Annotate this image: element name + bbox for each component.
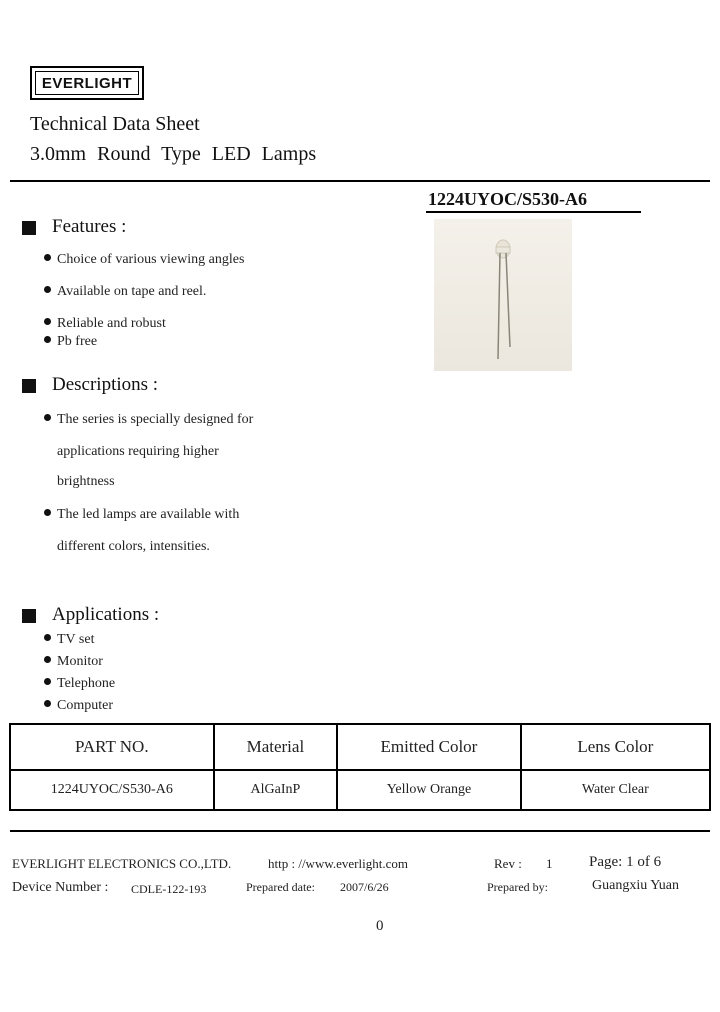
device-number-label: Device Number : (12, 880, 109, 895)
applications-heading: Applications : (52, 604, 160, 625)
column-header-lens-color: Lens Color (521, 724, 710, 770)
bullet-icon (44, 634, 51, 641)
website-link[interactable]: http : //www.everlight.com (268, 856, 408, 871)
table-row (10, 770, 710, 810)
descriptions-square-icon (22, 379, 36, 393)
logo-text: EVERLIGHT (35, 71, 139, 95)
description-line: different colors, intensities. (57, 539, 210, 554)
list-item: Computer (44, 698, 113, 714)
device-number-value: CDLE-122-193 (131, 882, 207, 896)
page-indicator: Page: 1 of 6 (589, 854, 662, 870)
bullet-icon (44, 678, 51, 685)
company-name: EVERLIGHT ELECTRONICS CO.,LTD. (12, 856, 232, 871)
list-item: Available on tape and reel. (44, 284, 206, 300)
bullet-icon (44, 336, 51, 343)
column-header-material: Material (214, 724, 338, 770)
description-line: applications requiring higher (57, 444, 219, 459)
led-product-photo (434, 219, 572, 371)
prepared-date-value: 2007/6/26 (340, 880, 389, 894)
bullet-icon (44, 254, 51, 261)
doc-title: Technical Data Sheet (30, 113, 200, 135)
list-item: Reliable and robust (44, 316, 166, 332)
part-table (9, 723, 711, 811)
features-square-icon (22, 221, 36, 235)
column-header-emitted-color: Emitted Color (337, 724, 520, 770)
doc-subtitle: 3.0mm Round Type LED Lamps (30, 143, 317, 165)
features-heading: Features : (52, 216, 127, 237)
list-item: TV set (44, 632, 94, 648)
bullet-icon (44, 318, 51, 325)
prepared-date-label: Prepared date: (246, 880, 315, 894)
column-header-part-no: PART NO. (10, 724, 214, 770)
bullet-icon (44, 414, 51, 421)
bullet-icon (44, 656, 51, 663)
prepared-by-label: Prepared by: (487, 880, 548, 894)
cell-lens-color: Water Clear (521, 770, 710, 810)
footer-rule (10, 830, 710, 832)
bullet-icon (44, 509, 51, 516)
page-number: 0 (376, 918, 384, 934)
cell-material: AlGaInP (214, 770, 338, 810)
part-number-title: 1224UYOC/S530-A6 (428, 189, 588, 209)
prepared-by-value: Guangxiu Yuan (592, 878, 679, 893)
bullet-icon (44, 700, 51, 707)
list-item: Monitor (44, 654, 103, 670)
bullet-icon (44, 286, 51, 293)
list-item: Pb free (44, 334, 97, 350)
cell-part-no: 1224UYOC/S530-A6 (10, 770, 214, 810)
list-item: The series is specially designed for (44, 412, 253, 428)
cell-emitted-color: Yellow Orange (337, 770, 520, 810)
header-rule (10, 180, 710, 182)
part-number-underline (426, 211, 641, 213)
revision-label: Rev : (494, 856, 522, 871)
led-lamp-image (434, 219, 572, 371)
description-line: brightness (57, 474, 115, 489)
revision-value: 1 (546, 856, 553, 871)
everlight-logo (30, 66, 144, 100)
applications-square-icon (22, 609, 36, 623)
descriptions-heading: Descriptions : (52, 374, 159, 395)
list-item: Telephone (44, 676, 115, 692)
table-header-row (10, 724, 710, 770)
list-item: Choice of various viewing angles (44, 252, 244, 268)
list-item: The led lamps are available with (44, 507, 239, 523)
